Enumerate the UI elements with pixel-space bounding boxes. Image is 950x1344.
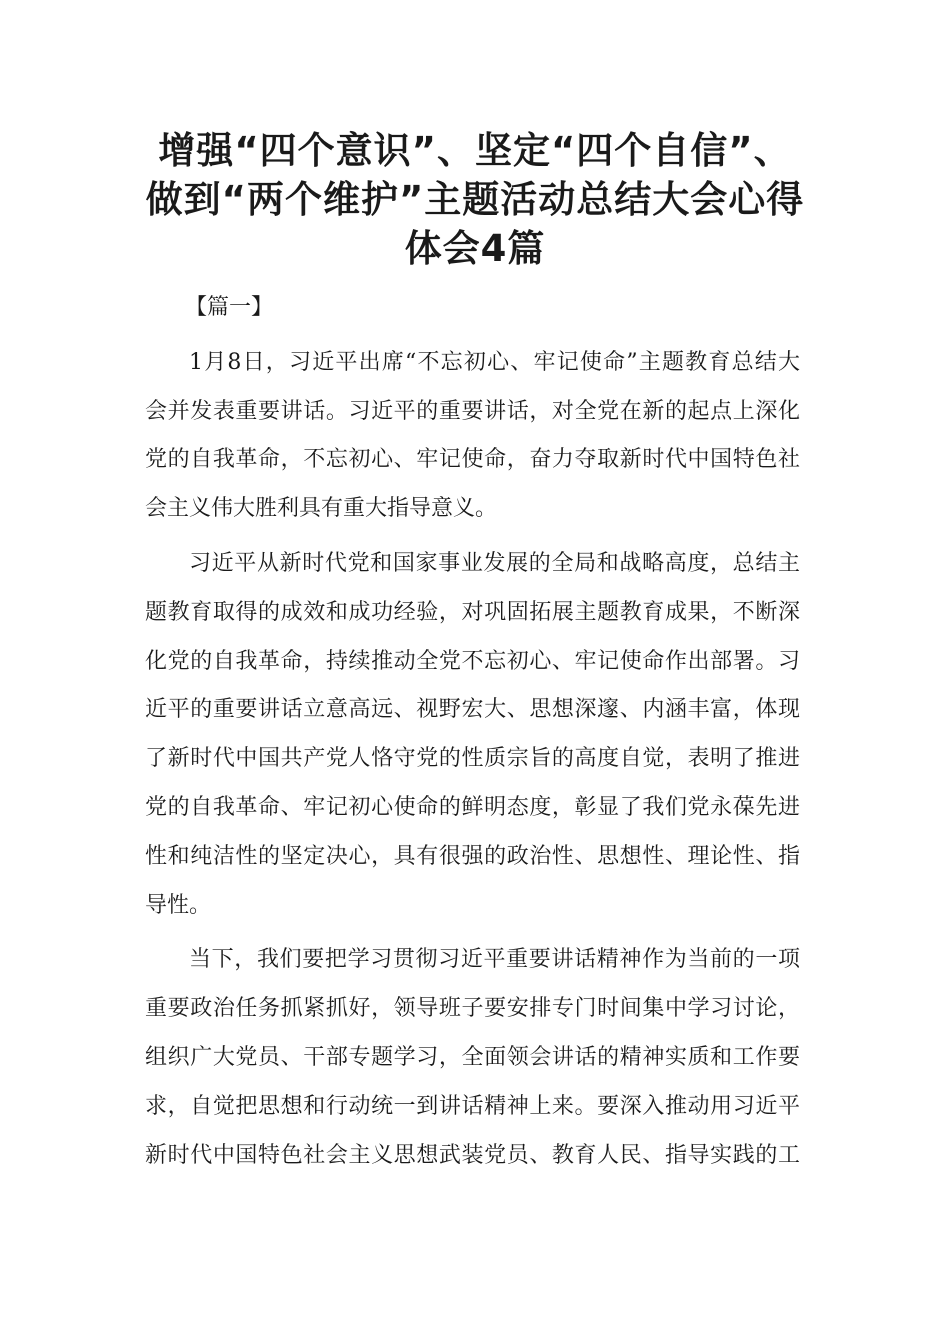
text-line: 题教育取得的成效和成功经验，对巩固拓展主题教育成果，不断深: [145, 599, 800, 625]
title-line: 体会4篇: [404, 227, 546, 270]
text-line: 党的自我革命，不忘初心、牢记使命，奋力夺取新时代中国特色社: [145, 447, 800, 473]
text-line: 习近平从新时代党和国家事业发展的全局和战略高度，总结主: [189, 550, 800, 576]
text-line: 当下，我们要把学习贯彻习近平重要讲话精神作为当前的一项: [189, 947, 800, 973]
text-line: 新时代中国特色社会主义思想武装党员、教育人民、指导实践的工: [145, 1142, 800, 1168]
paragraph-1: [145, 339, 800, 534]
section-label: 【篇一】: [185, 295, 274, 320]
document-title: [130, 126, 820, 273]
text-line: 导性。: [145, 892, 212, 918]
text-line: 组织广大党员、干部专题学习，全面领会讲话的精神实质和工作要: [145, 1044, 800, 1070]
paragraph-2: [145, 540, 800, 930]
text-line: 近平的重要讲话立意高远、视野宏大、思想深邃、内涵丰富，体现: [145, 697, 800, 723]
title-line: 增强“四个意识”、坚定“四个自信”、: [158, 129, 792, 172]
text-line: 了新时代中国共产党人恪守党的性质宗旨的高度自觉，表明了推进: [145, 746, 800, 772]
document-body: [145, 284, 800, 1180]
title-line: 做到“两个维护”主题活动总结大会心得: [145, 178, 805, 221]
text-line: 会并发表重要讲话。习近平的重要讲话，对全党在新的起点上深化: [145, 398, 800, 424]
text-line: 性和纯洁性的坚定决心，具有很强的政治性、思想性、理论性、指: [145, 843, 800, 869]
text-line: 求，自觉把思想和行动统一到讲话精神上来。要深入推动用习近平: [145, 1093, 800, 1119]
text-line: 1月8日，习近平出席“不忘初心、牢记使命”主题教育总结大: [189, 349, 800, 375]
text-line: 重要政治任务抓紧抓好，领导班子要安排专门时间集中学习讨论，: [145, 996, 800, 1022]
paragraph-3: [145, 936, 800, 1180]
text-line: 党的自我革命、牢记初心使命的鲜明态度，彰显了我们党永葆先进: [145, 794, 800, 820]
text-line: 会主义伟大胜利具有重大指导意义。: [145, 496, 498, 522]
text-line: 化党的自我革命，持续推动全党不忘初心、牢记使命作出部署。习: [145, 648, 800, 674]
